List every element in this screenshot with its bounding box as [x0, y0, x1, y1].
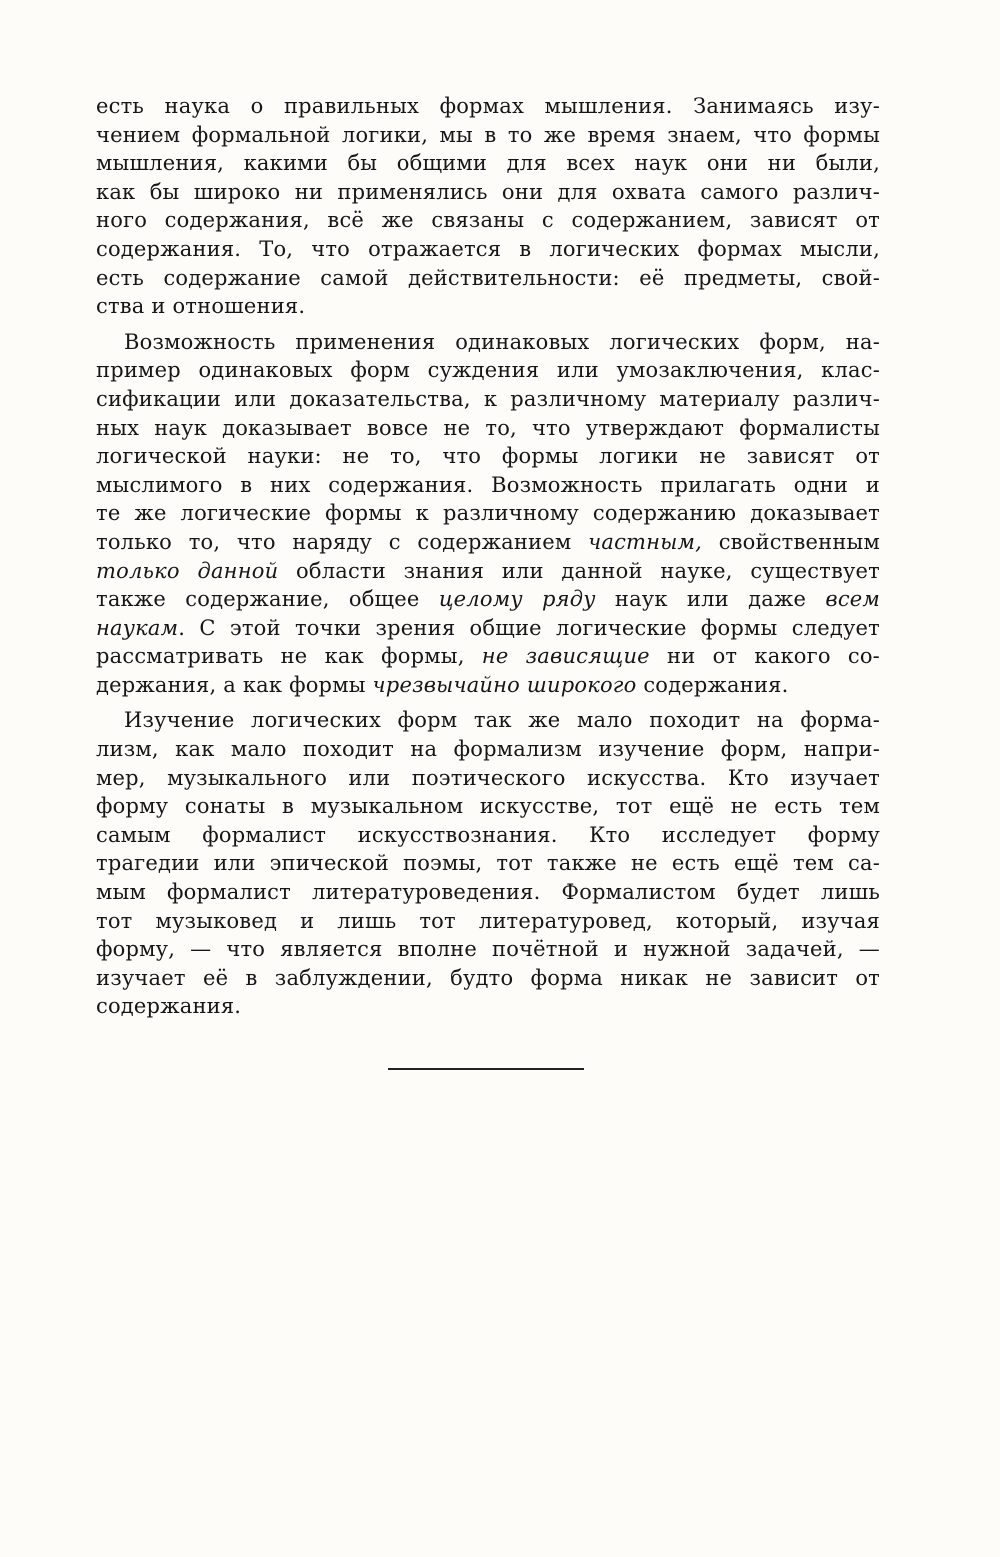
text-run: ного содержания, всё же связаны с содержанием, зависят от [96, 208, 880, 233]
text-line [96, 499, 880, 528]
text-run: области знания или данной науке, существует [278, 558, 881, 583]
closing-rule [388, 1068, 584, 1070]
text-line [96, 764, 880, 793]
italic-emphasis: целому ряду [438, 587, 596, 612]
text-line [96, 792, 880, 821]
text-line [96, 849, 880, 878]
italic-emphasis: не зависящие [481, 644, 650, 669]
text-line [96, 935, 880, 964]
text-run: содержания. [96, 994, 242, 1019]
text-line [96, 206, 880, 235]
text-line [96, 821, 880, 850]
text-run: трагедии или эпической поэмы, тот также не есть ещё тем са- [96, 851, 880, 876]
text-run: как бы широко ни применялись они для охвата самого различ- [96, 179, 880, 204]
text-run: тот музыковед и лишь тот литературовед, который, изучая [96, 908, 880, 933]
paragraph [96, 328, 880, 700]
text-line [96, 178, 880, 207]
text-run: ни от какого со- [649, 644, 880, 669]
text-run: . С этой точки зрения общие логические формы следует [178, 615, 880, 640]
italic-emphasis: наукам [96, 615, 179, 640]
text-run: содержания. То, что отражается в логических формах мысли, [96, 236, 880, 261]
text-run: мым формалист литературоведения. Формалистом будет лишь [96, 880, 880, 905]
text-run: Изучение логических форм так же мало походит на форма- [124, 708, 880, 733]
text-run: пример одинаковых форм суждения или умозаключения, клас- [96, 358, 880, 383]
text-line [96, 642, 880, 671]
text-line [96, 964, 880, 993]
text-run: логической науки: не то, что формы логики не зависят от [96, 444, 880, 469]
text-line [96, 557, 880, 586]
text-run: есть наука о правильных формах мышления. Занимаясь изу- [96, 94, 880, 118]
text-run: форму, — что является вполне почётной и нужной задачей, — [96, 937, 880, 962]
italic-emphasis: только данной [96, 558, 279, 583]
text-run: сификации или доказательства, к различному материалу различ- [96, 386, 880, 411]
text-line [96, 528, 880, 557]
body-text [96, 92, 880, 1021]
text-run: мыслимого в них содержания. Возможность прилагать одни и [96, 472, 880, 497]
text-run: мышления, какими бы общими для всех наук они ни были, [96, 151, 880, 176]
paragraph [96, 706, 880, 1021]
text-line [96, 264, 880, 293]
text-line [96, 992, 880, 1021]
text-line [96, 471, 880, 500]
text-run: также содержание, общее [96, 587, 439, 612]
text-line [96, 385, 880, 414]
text-line [96, 149, 880, 178]
text-line [96, 585, 880, 614]
text-run: есть содержание самой действительности: её предметы, свой- [96, 265, 880, 290]
text-line [96, 614, 880, 643]
text-line [96, 878, 880, 907]
text-run: держания, а как формы [96, 672, 373, 697]
text-line [96, 92, 880, 121]
text-run: самым формалист искусствознания. Кто исследует форму [96, 822, 880, 847]
text-run: чением формальной логики, мы в то же время знаем, что формы [96, 122, 880, 147]
text-run: ства и отношения. [96, 294, 306, 319]
text-line [96, 706, 880, 735]
italic-emphasis: всем [825, 587, 881, 612]
text-line [96, 442, 880, 471]
italic-emphasis: частным, [588, 529, 702, 554]
text-line [96, 414, 880, 443]
text-run: Возможность применения одинаковых логических форм, на- [124, 329, 880, 354]
text-line [96, 292, 880, 321]
italic-emphasis: чрезвычайно широкого [372, 672, 637, 697]
text-line [96, 328, 880, 357]
text-line [96, 671, 880, 700]
text-line [96, 235, 880, 264]
text-run: свойственным [702, 529, 880, 554]
text-run: содержания. [636, 672, 789, 697]
text-line [96, 907, 880, 936]
text-run: те же логические формы к различному содержанию доказывает [96, 501, 880, 526]
text-line [96, 735, 880, 764]
text-run: форму сонаты в музыкальном искусстве, тот ещё не есть тем [96, 794, 880, 819]
text-run: лизм, как мало походит на формализм изучение форм, напри- [96, 737, 880, 762]
paragraph [96, 92, 880, 321]
text-run: изучает её в заблуждении, будто форма никак не зависит от [96, 965, 880, 990]
text-line [96, 356, 880, 385]
text-line [96, 121, 880, 150]
text-run: рассматривать не как формы, [96, 644, 482, 669]
text-run: мер, музыкального или поэтического искусства. Кто изучает [96, 765, 880, 790]
text-run: только то, что наряду с содержанием [96, 529, 589, 554]
text-run: наук или даже [595, 587, 826, 612]
text-run: ных наук доказывает вовсе не то, что утверждают формалисты [96, 415, 880, 440]
